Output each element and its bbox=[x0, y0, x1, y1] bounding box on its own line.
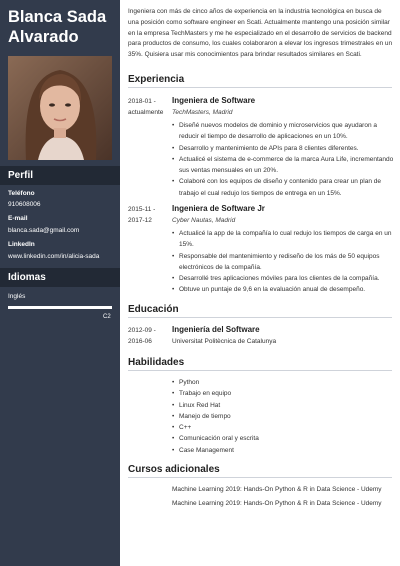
school-name: Universitat Politècnica de Catalunya bbox=[172, 338, 277, 345]
languages-heading: Idiomas bbox=[0, 268, 120, 287]
candidate-name: Blanca Sada Alvarado bbox=[8, 8, 107, 46]
skill-item: • Python bbox=[172, 377, 259, 388]
job-entry bbox=[172, 203, 394, 296]
education-heading: Educación bbox=[128, 304, 392, 318]
email-label: E-mail bbox=[8, 215, 28, 222]
job-title: Ingeniera de Software bbox=[172, 96, 256, 105]
skill-item: • Manejo de tiempo bbox=[172, 411, 259, 422]
profile-heading: Perfil bbox=[0, 166, 120, 185]
experience-heading: Experiencia bbox=[128, 74, 392, 88]
courses-heading: Cursos adicionales bbox=[128, 464, 392, 478]
education-date: 2012-09 - 2016-06 bbox=[128, 327, 156, 345]
job-bullet: • Responsable del mantenimiento y rediseño de los más de 50 equipos electrónicos de la compañía. bbox=[172, 251, 394, 274]
phone-value: 910608006 bbox=[8, 201, 41, 208]
language-name: Inglés bbox=[8, 293, 26, 300]
linkedin-label: LinkedIn bbox=[8, 241, 35, 248]
skills-list bbox=[172, 377, 259, 456]
job-date: 2015-11 - 2017-12 bbox=[128, 206, 156, 224]
education-entry bbox=[172, 324, 394, 347]
portrait-image bbox=[8, 56, 112, 160]
main-content bbox=[120, 0, 400, 566]
job-title: Ingeniera de Software Jr bbox=[172, 204, 265, 213]
skill-item: • Case Management bbox=[172, 445, 259, 456]
job-bullet: • Desarrollé tres aplicaciones móviles para los clientes de la compañía. bbox=[172, 273, 394, 284]
job-bullets bbox=[172, 120, 394, 199]
job-company: TechMasters, Madrid bbox=[172, 109, 233, 116]
skill-item: • C++ bbox=[172, 422, 259, 433]
job-company: Cyber Nautas, Madrid bbox=[172, 217, 236, 224]
job-entry bbox=[172, 95, 394, 199]
summary-text: Ingeniera con más de cinco años de experiencia en la industria tecnológica en busca de una posición como software engineer en Scati. Actualmente mantengo una posición similar en la empresa TechMasters y me he especializado en el desarrollo de servicios de backend para productos de consumo, los cuales colaboraron a elevar los ingresos trimestrales en un 35%. Quisiera usar mis conocimientos para brindar resultados similares en Scati. bbox=[128, 8, 393, 59]
job-date: 2018-01 - actualmente bbox=[128, 98, 164, 116]
job-bullet: • Actualicé la app de la compañía lo cual redujo los tiempos de carga en un 15%. bbox=[172, 228, 394, 251]
job-bullet: • Diseñé nuevos modelos de dominio y microservicios que ayudaron a reducir el tiempo de desarrollo de aplicaciones en un 10%. bbox=[172, 120, 394, 143]
job-bullet: • Colaboré con los equipos de diseño y contenido para crear un plan de trabajo el cual redujo los tiempos de entrega en un 15%. bbox=[172, 176, 394, 199]
skill-item: • Comunicación oral y escrita bbox=[172, 433, 259, 444]
phone-label: Teléfono bbox=[8, 190, 35, 197]
course-item: Machine Learning 2019: Hands-On Python & R in Data Science - Udemy bbox=[172, 486, 382, 493]
sidebar bbox=[0, 0, 120, 566]
job-bullets bbox=[172, 228, 394, 296]
language-level-bar bbox=[8, 306, 112, 309]
skill-item: • Trabajo en equipo bbox=[172, 388, 259, 399]
skills-heading: Habilidades bbox=[128, 357, 392, 371]
course-item: Machine Learning 2019: Hands-On Python & R in Data Science - Udemy bbox=[172, 500, 382, 507]
skill-item: • Linux Red Hat bbox=[172, 400, 259, 411]
profile-photo bbox=[8, 56, 112, 160]
linkedin-value: www.linkedin.com/in/alicia-sada bbox=[8, 253, 100, 260]
email-value: blanca.sada@gmail.com bbox=[8, 227, 80, 234]
language-level: C2 bbox=[103, 314, 111, 320]
job-bullet: • Desarrollo y mantenimiento de APIs para 8 clientes diferentes. bbox=[172, 143, 394, 154]
job-bullet: • Actualicé el sistema de e-commerce de la marca Aura Life, incrementando sus ventas mensuales en un 20%. bbox=[172, 154, 394, 177]
job-bullet: • Obtuve un puntaje de 9,6 en la evaluación anual de desempeño. bbox=[172, 284, 394, 295]
degree-title: Ingeniería del Software bbox=[172, 325, 260, 334]
